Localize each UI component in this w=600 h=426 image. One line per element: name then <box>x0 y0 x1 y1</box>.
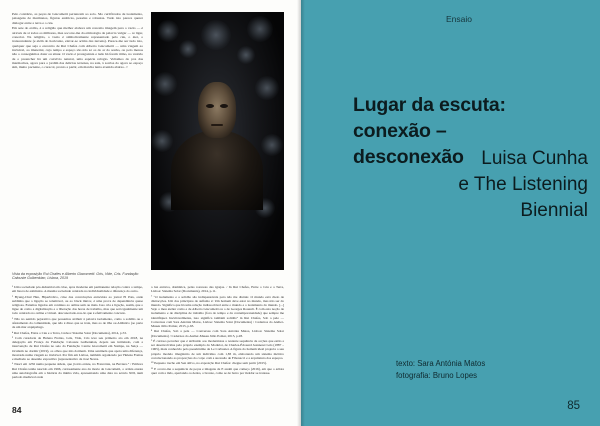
article-credits <box>396 358 485 381</box>
footnote: ³ Não no sentido pejorativo que possamos atribuir à palavra isolamento, como a solidão ou o afastamento da comunidade, que não é disso que se trata, mas ao de ilha ou Atlântico (ao parte de um mar arquipélago. <box>12 316 143 330</box>
headline-line: Lugar da escuta: <box>353 94 506 116</box>
footnote: ⁹ É curioso perceber que é atribuído aos modernistas a restante sequência de acções que estão a ser desenvolvidas pelo próprio exemplo do Modulor, de Charles-Édouard Jeanneret Gris (1887 – 1965), mais conhecido pelo pseudónimo de Le Corbusier. A figura do homem ideal projecta o seu próprio modelo imaginário de um indivíduo com 1,83 m, elaborando um sistema métrico correlacionando as proporções do corpo com a sucessão de Fibonacci e a arquitetura dos espaços. <box>151 339 284 360</box>
footnote: ⁶ Nasci em 1256 numa pequena aldeia, que já não existe, na Francónia, na Baviera.” / Embora Rui Chafes tenha nascido em 1966, curiosamente ano da morte de Giacometti, o artista ensaia uma autobiografia em a história da minha vida, apresentando uma data no século XIII, num período medieval onde <box>12 362 143 379</box>
footnote: ¹ Uma sociedade pós-industrial em crise, após moderna em permanente relação contra o tempo, em busca de estímulos. A mesma sociedade centrada no individualidade e diferença do outro. <box>12 285 143 294</box>
bokeh-light <box>255 76 279 100</box>
headline-line: conexão – desconexão <box>353 120 464 168</box>
sculpture-bust <box>171 130 263 210</box>
footnote: ² Byung-Chul Han, Hiperbólico, crise das convoluções entrevista ao jornal El País, onde sublinha que a ligação ao telemóvel, ou ao black mirror, é uma prova de dependência quase religiosa. Estamos ligados em continuo ao online sem ou mais. Isso cria a ligação, assim, que o ligue de como a digitalização e a liberação das horas de trabalho, mas que será igualmente um todo centrado no online e virtual. desconectado-nos-ão que é efetivamente concreto. <box>12 294 143 316</box>
text-credit: texto: Sara Antónia Matos <box>396 359 486 368</box>
photo-caption: Vista da exposição Rui Chafes e Alberto Giacometti. Gris, Vide, Cris. Fundação Calouste Gulbenkian, Lisboa, 2019 <box>12 272 139 281</box>
bokeh-light <box>151 130 173 152</box>
paragraph: Em sete do exílio, é a religião que melhor elabora um conceito imagem para o vazio — é através de si todos os milhares, mas socorre-me da etimologia da palavra vulgar — re ligar, conectar. Na religião, o vazio é simbolicamente representado pelo céu, o éter, o transcendente (e além do horizonte, elevar-se acima das nuvens). Parece-me ser tudo isto, qualquer que seja o encontro de Rui Chafes com Alberto Giacometti — uma viagem ao invisível, ao imaterial, cujo tempo e espaço são não só os do ar do sonho, ou pelo menos não o conseguimos datar ou situar. O vazio é protagonista e tudo há forem ritmo, no vestido de o preencher há um convívio natural, uma espécie relógio. Voltamos do pós das marmorites, agora para o jardim das delícias terrenas, na sala, à sorrisa do agora ao espaço sim, muito paciente, o caracol, pronto a partir, em marcha lenta avenida abaixo. // <box>12 26 143 70</box>
section-label: Ensaio <box>446 14 472 24</box>
bokeh-light <box>261 134 283 156</box>
subject-line: Luisa Cunha <box>481 148 588 169</box>
bokeh-light <box>237 46 255 64</box>
subject-line: e The Listening <box>458 174 588 195</box>
subject-line: Biennial <box>520 200 588 221</box>
footnote: ¹⁰ Pequeno trecho em Sen altivo, no exposição Rui Chafes: chegue sem partir (2015). <box>151 361 267 366</box>
footnotes-column-left <box>12 285 143 380</box>
footnotes-column-right <box>151 285 284 376</box>
sculpture-head <box>198 82 236 138</box>
footnote: a luz entrava, dramática, pelas rosáceas das igrejas. / In Rui Chafes, Entre o Céu e a Terra, Lisboa: Sistema Solar (Documenta), 2014, p.11. <box>151 285 284 294</box>
footnote: ⁸ Rui Chafes, Sob a pele — Conversas com Sara Antónia Matos, Lisboa: Sistema Solar (Documenta) / Cadernos do Atelier-Museu Júlio Pomar, 2015, p.28. <box>151 329 284 338</box>
page-number-right: 85 <box>567 400 580 412</box>
footnote: ¹¹ E ocorre-me a sequência de peças e imagens de E assim que começo (2016), em que o artista quer com a mão, apertando os dedos, o bronze, como se de barro por moldar se tratasse. <box>151 366 284 375</box>
footnote: ⁷ “O isolamento e a solidão são indispensáveis para não me distrair. O mundo está cheio de distracções. Um dos principios do sufismo é: Um homem deve estar no mundo, mas não ser do mundo. Significa que há uma relação indissociável entre o mundo e o isolamento do mundo. [...] Vejo o meu atelier como e de Alberto Giacometti ou o de Georges Rouault. É com esta noção de isolamento e de disciplina de trabalho (fora do tempo e da contemporaneidade) que sempre me identifiquei. Inevitavelmente, isso significa também solidão” in Rui Chafes, Sob a pele — Conversas com Sara Antónia Matos, Lisboa: Sistema Solar (Documenta) / Cadernos do Atelier-Museu Júlio Pomar, 2015, p.63. <box>151 294 284 329</box>
footnote: ⁴ Rui Chafes, Entre o Céu e a Terra, Lisboa: Sistema Solar (Documenta), 2014, p.53. <box>12 330 127 335</box>
paragraph: Pelo contrário, as peças de Giacometti pertencem ao solo. São certíficados de isolamento, paisagens de marmanos, figuras estáticas, pesadas e robustas. Tudo isto parece querer dialogar entre a terra e o céu. <box>12 12 143 25</box>
article-subject <box>438 146 588 224</box>
right-page <box>301 0 600 426</box>
bokeh-light <box>247 16 273 42</box>
page-number-left: 84 <box>12 405 22 415</box>
footnote: ⁵ Com curadoria de Helena Freitas, Gris, Vide, Cris teve seu primeiro ato em 2018, na delegação em França da Fundação Calouste Gulbenkian, depois seu intitulado, com a intervenção de Rui Chafes no seio da Fundação Centre Giacometti em Stampa, na Suíça — Ocultem no dormir (2019), os olhos que não dormem. Uma sentinela que apoia uma diferença, mostrada numa viagem ao invisível. Por fim em Lisboa, também organizado por Helena Freitas e mediado ao desenho expositivo (representativo de José Neves. <box>12 335 143 361</box>
photo-credit: fotografia: Bruno Lopes <box>396 370 478 380</box>
bokeh-light <box>157 20 179 42</box>
sculpture-eye <box>220 104 228 108</box>
exhibition-photo <box>151 12 284 270</box>
bokeh-light <box>179 40 197 58</box>
bokeh-light <box>153 72 177 96</box>
sculpture-mouth <box>211 124 223 126</box>
bokeh-light <box>201 20 231 50</box>
sculpture-eye <box>206 104 214 108</box>
body-text-column-top <box>12 12 143 71</box>
